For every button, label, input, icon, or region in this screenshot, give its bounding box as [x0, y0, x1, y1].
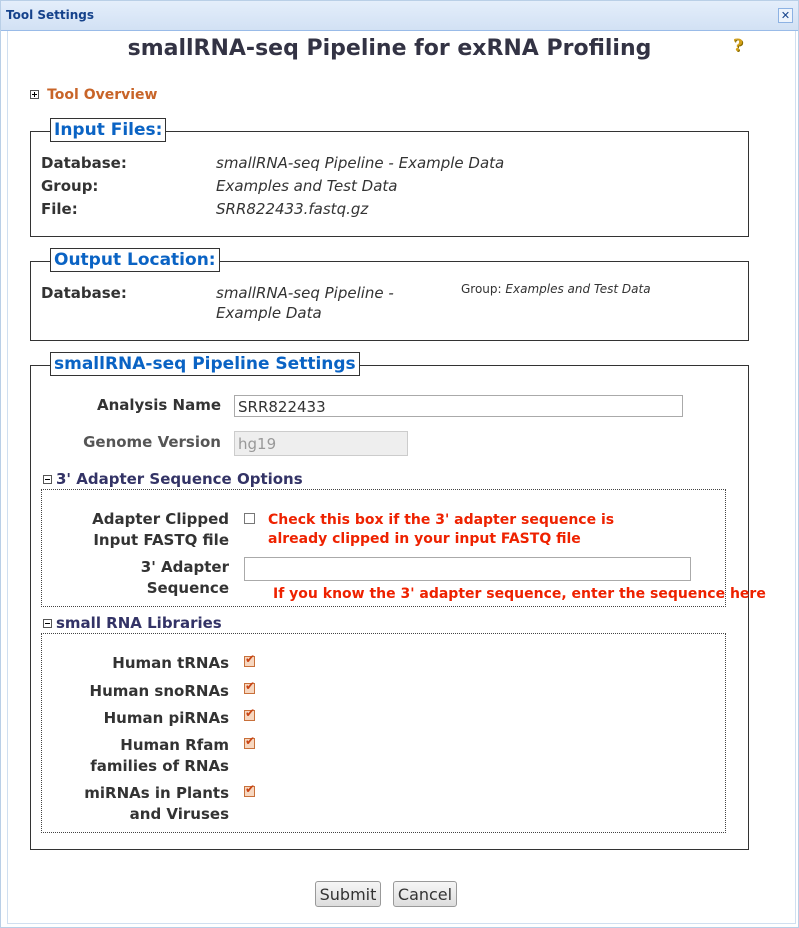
tool-overview-link[interactable]: Tool Overview — [47, 86, 158, 103]
adapter-clipped-checkbox[interactable] — [244, 513, 255, 524]
output-database-label: Database: — [41, 284, 127, 302]
input-group-value: Examples and Test Data — [216, 177, 398, 195]
question-icon[interactable]: ? — [733, 36, 743, 56]
libraries-section-title: small RNA Libraries — [56, 614, 222, 632]
tool-overview-toggle[interactable] — [30, 84, 157, 103]
adapter-sequence-input[interactable] — [244, 557, 691, 581]
expand-plus-icon[interactable] — [30, 90, 39, 99]
library-label-rfam — [40, 735, 229, 777]
adapter-clipped-label-line1: Adapter Clipped — [92, 510, 229, 528]
adapter-sequence-label — [60, 557, 229, 599]
analysis-name-label: Analysis Name — [96, 396, 221, 414]
library-label-mirnas-line2: and Viruses — [129, 805, 229, 823]
library-label-mirnas-line1: miRNAs in Plants — [84, 784, 229, 802]
library-label-mirnas — [40, 783, 229, 825]
input-group-label: Group: — [41, 177, 99, 195]
input-database-value: smallRNA-seq Pipeline - Example Data — [216, 154, 505, 172]
submit-button[interactable]: Submit — [315, 881, 381, 907]
analysis-name-input[interactable]: SRR822433 — [234, 395, 683, 417]
page-title: smallRNA-seq Pipeline for exRNA Profiling — [127, 36, 652, 61]
input-file-value: SRR822433.fastq.gz — [216, 200, 369, 218]
genome-version-input: hg19 — [234, 431, 408, 456]
library-checkbox-pirnas[interactable]: ✔ — [245, 706, 256, 720]
library-label-rfam-line2: families of RNAs — [90, 757, 229, 775]
window-title: Tool Settings — [6, 8, 95, 22]
adapter-clipped-hint — [268, 511, 614, 549]
library-checkbox-snornas[interactable]: ✔ — [245, 679, 256, 693]
library-label-trnas: Human tRNAs — [112, 654, 229, 672]
output-group-label: Group: — [461, 282, 502, 296]
input-database-label: Database: — [41, 154, 127, 172]
output-group — [461, 282, 651, 296]
libraries-section-header[interactable] — [43, 614, 222, 632]
collapse-minus-icon[interactable] — [43, 475, 52, 484]
settings-legend: smallRNA-seq Pipeline Settings — [50, 352, 360, 376]
input-file-label: File: — [41, 200, 78, 218]
adapter-sequence-hint: If you know the 3' adapter sequence, enter the sequence here — [273, 586, 766, 602]
adapter-section-title: 3' Adapter Sequence Options — [56, 470, 303, 488]
collapse-minus-icon[interactable] — [43, 619, 52, 628]
output-location-legend: Output Location: — [50, 248, 220, 272]
adapter-sequence-label-line2: Sequence — [146, 579, 229, 597]
library-label-snornas: Human snoRNAs — [89, 682, 229, 700]
output-database-value-line1: smallRNA-seq Pipeline - — [216, 284, 394, 302]
library-checkbox-mirnas[interactable]: ✔ — [245, 782, 256, 796]
output-database-value-line2: Example Data — [216, 304, 322, 322]
adapter-clipped-label-line2: Input FASTQ file — [93, 531, 229, 549]
library-checkbox-trnas[interactable]: ✔ — [245, 652, 256, 666]
adapter-sequence-label-line1: 3' Adapter — [140, 558, 229, 576]
cancel-button[interactable]: Cancel — [393, 881, 457, 907]
library-label-pirnas: Human piRNAs — [103, 709, 229, 727]
window-titlebar[interactable] — [1, 1, 798, 31]
adapter-clipped-hint-line1: Check this box if the 3' adapter sequence is — [268, 512, 615, 528]
input-files-legend: Input Files: — [50, 118, 166, 142]
genome-version-label: Genome Version — [83, 433, 221, 451]
close-icon[interactable]: ✕ — [778, 8, 793, 23]
adapter-clipped-hint-line2: already clipped in your input FASTQ file — [268, 531, 581, 547]
output-group-value: Examples and Test Data — [505, 282, 651, 296]
library-label-rfam-line1: Human Rfam — [120, 736, 229, 754]
adapter-section-header[interactable] — [43, 470, 303, 488]
adapter-clipped-label — [60, 509, 229, 551]
library-checkbox-rfam[interactable]: ✔ — [245, 734, 256, 748]
